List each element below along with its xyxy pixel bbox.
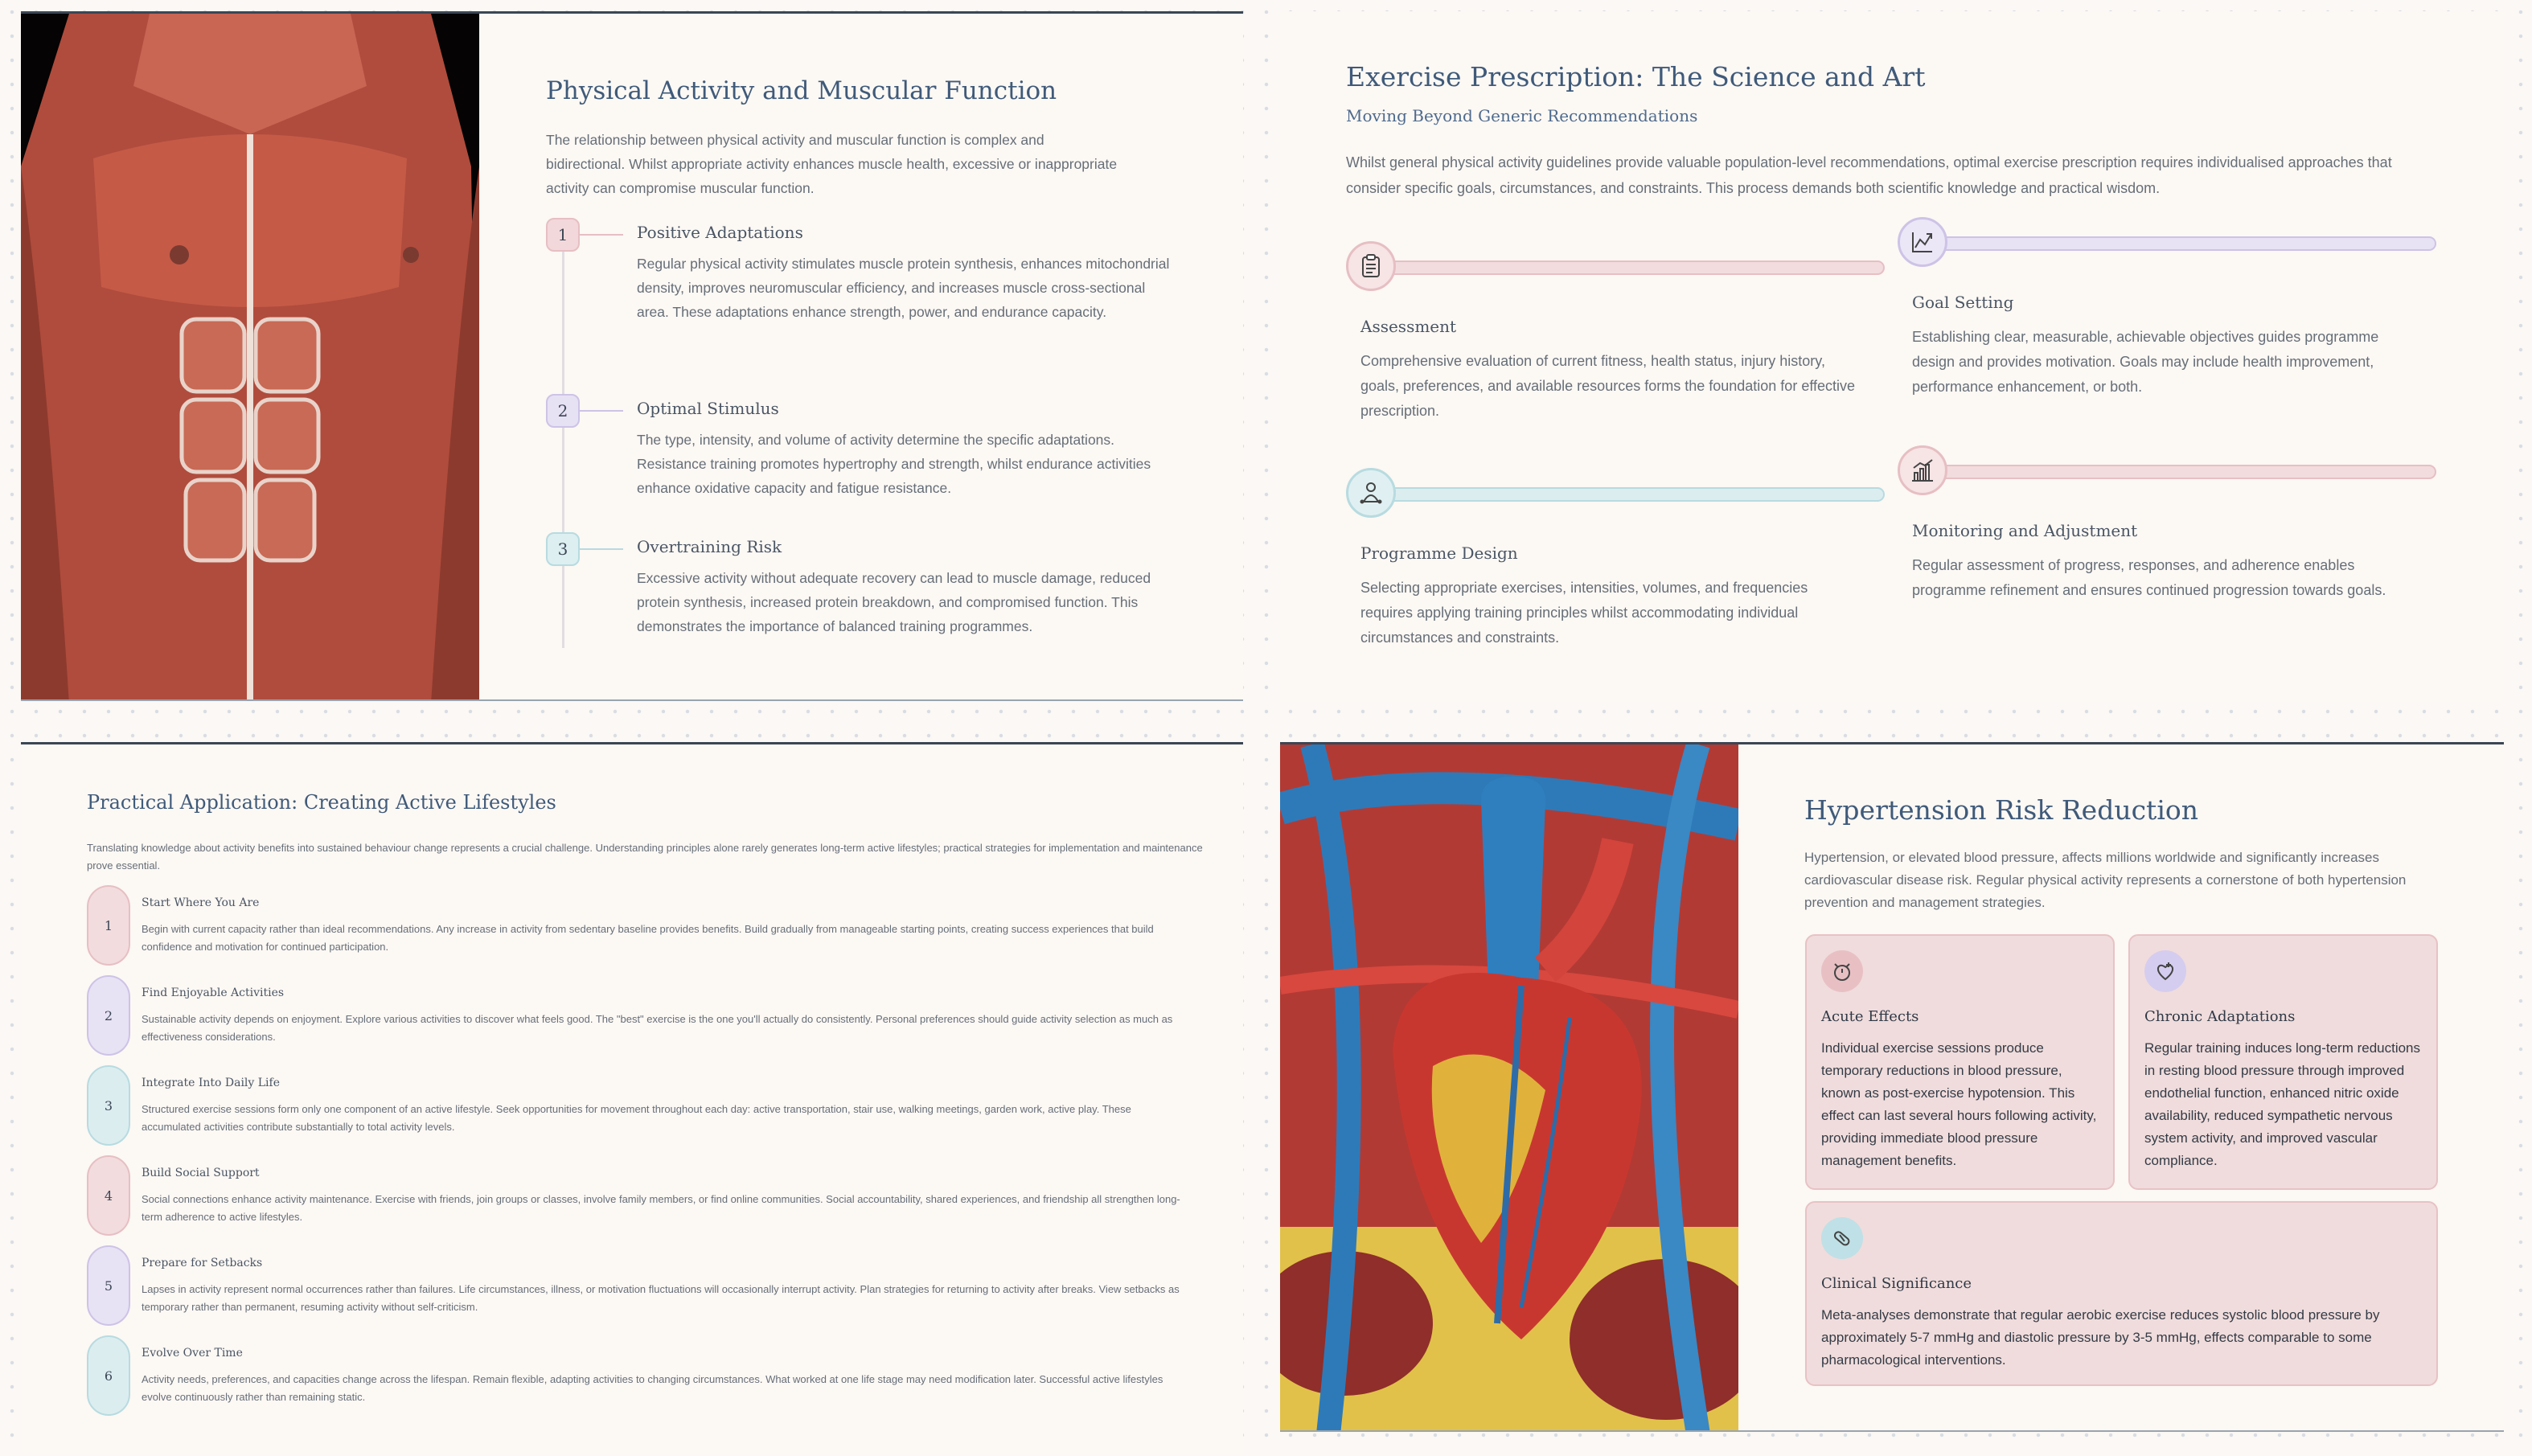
step-title: Programme Design xyxy=(1360,543,1518,563)
heart-anatomy-image xyxy=(1280,744,1738,1432)
item-text: The type, intensity, and volume of activity determine the specific adaptations. Resistance training promotes hypertrophy and strength, whilst endurance activities enhance oxidative capacity and fatigue resistance. xyxy=(637,432,1151,496)
step-goal-setting xyxy=(1898,217,2444,410)
progress-bar xyxy=(1386,487,1885,502)
item-text: Sustainable activity depends on enjoyment. Explore various activities to discover what feels good. The "best" exercise is the one you'll actually do consistently. Personal preferences should guide activity selection as much as effectiveness considerations. xyxy=(142,1013,1173,1043)
muscle-anatomy-image xyxy=(21,14,479,701)
timeline-item xyxy=(546,532,1197,638)
slide-intro: Hypertension, or elevated blood pressure, affects millions worldwide and significantly increases cardiovascular disease risk. Regular physical activity represents a cornerstone of both hypertension prevention and management strategies. xyxy=(1804,850,2407,910)
card-text: Individual exercise sessions produce temporary reductions in blood pressure, known as post-exercise hypotension. This effect can last several hours following activity, providing immediate blood pressure management benefits. xyxy=(1821,1040,2097,1168)
step-assessment xyxy=(1346,241,1893,434)
bar-chart-icon xyxy=(1898,445,1947,495)
slide-exercise-prescription xyxy=(1280,11,2504,701)
progress-bar xyxy=(1938,465,2436,479)
step-monitoring xyxy=(1898,445,2444,638)
connector xyxy=(580,410,623,412)
strategy-item xyxy=(87,975,1213,1056)
item-title: Integrate Into Daily Life xyxy=(142,1077,280,1089)
item-title: Build Social Support xyxy=(142,1167,260,1179)
step-number-pill: 3 xyxy=(87,1065,130,1146)
slide-intro: Translating knowledge about activity benefits into sustained behaviour change represents a crucial challenge. Understanding principles alone rarely generates long-term active lifestyles; practical strategies for implementation and maintenance prove essential. xyxy=(87,842,1203,872)
timeline-item xyxy=(546,394,1197,505)
timeline-item xyxy=(546,218,1197,367)
item-title: Overtraining Risk xyxy=(637,537,782,556)
step-title: Assessment xyxy=(1360,317,1457,336)
step-number-badge: 1 xyxy=(546,218,580,252)
slide-title: Hypertension Risk Reduction xyxy=(1804,794,2198,826)
clipboard-icon xyxy=(1346,241,1396,291)
slide-active-lifestyles xyxy=(21,742,1243,1454)
step-number-pill: 2 xyxy=(87,975,130,1056)
connector xyxy=(580,234,623,236)
strategy-item xyxy=(87,1335,1213,1416)
step-programme-design xyxy=(1346,468,1893,661)
stopwatch-icon xyxy=(1821,950,1863,992)
item-text: Regular physical activity stimulates muscle protein synthesis, enhances mitochondrial density, improves neuromuscular efficiency, and increases muscle cross-sectional area. These adaptations enhance strength, power, and endurance capacity. xyxy=(637,256,1170,320)
item-title: Start Where You Are xyxy=(142,896,260,909)
slide-title: Practical Application: Creating Active Lifestyles xyxy=(87,791,556,814)
step-number-badge: 2 xyxy=(546,394,580,428)
slide-subtitle: Moving Beyond Generic Recommendations xyxy=(1346,106,1698,125)
item-text: Social connections enhance activity maintenance. Exercise with friends, join groups or classes, involve family members, or find online communities. Social accountability, shared experiences, and friendship all strengthen long-term adherence to active lifestyles. xyxy=(142,1193,1180,1223)
item-text: Activity needs, preferences, and capacities change across the lifespan. Remain flexible, adapting activities to changing circumstances. What worked at one life stage may need modification later. Successful active lifestyles evolve continuously rather than remaining static. xyxy=(142,1373,1163,1403)
step-text: Selecting appropriate exercises, intensities, volumes, and frequencies requires applying training principles whilst accommodating individual circumstances and constraints. xyxy=(1360,580,1808,646)
step-number-pill: 1 xyxy=(87,885,130,966)
item-title: Evolve Over Time xyxy=(142,1347,243,1360)
card-acute-effects xyxy=(1805,934,2115,1190)
step-number-pill: 5 xyxy=(87,1245,130,1326)
strategy-item xyxy=(87,1065,1213,1146)
card-chronic-adaptations xyxy=(2128,934,2438,1190)
item-text: Excessive activity without adequate recovery can lead to muscle damage, reduced protein synthesis, increased protein breakdown, and compromised function. This demonstrates the importance of balanced training programmes. xyxy=(637,570,1151,634)
step-number-pill: 4 xyxy=(87,1155,130,1236)
item-title: Optimal Stimulus xyxy=(637,399,779,418)
card-title: Clinical Significance xyxy=(1821,1275,1972,1292)
slide-intro: Whilst general physical activity guidelines provide valuable population-level recommendations, optimal exercise prescription requires individualised approaches that consider specific goals, circumstances, and constraints. This process demands both scientific knowledge and practical wisdom. xyxy=(1346,154,2392,196)
step-text: Establishing clear, measurable, achievable objectives guides programme design and provides motivation. Goals may include health improvement, performance enhancement, or both. xyxy=(1912,329,2379,395)
item-title: Prepare for Setbacks xyxy=(142,1257,263,1269)
progress-bar xyxy=(1386,260,1885,275)
card-title: Acute Effects xyxy=(1821,1008,1919,1025)
slide-muscular-function xyxy=(21,11,1243,701)
timeline xyxy=(546,218,1197,638)
card-title: Chronic Adaptations xyxy=(2144,1008,2296,1025)
strategy-item xyxy=(87,1245,1213,1326)
step-number-badge: 3 xyxy=(546,532,580,566)
slide-intro: The relationship between physical activity and muscular function is complex and bidirectional. Whilst appropriate activity enhances muscle health, excessive or inappropriate activity can compromise muscular function. xyxy=(546,132,1118,196)
slide-title: Exercise Prescription: The Science and Art xyxy=(1346,61,1926,92)
person-network-icon xyxy=(1346,468,1396,518)
step-text: Comprehensive evaluation of current fitness, health status, injury history, goals, preferences, and available resources forms the foundation for effective prescription. xyxy=(1360,353,1856,419)
item-title: Positive Adaptations xyxy=(637,223,803,242)
item-text: Structured exercise sessions form only one component of an active lifestyle. Seek opportunities for movement throughout each day: active transportation, stair use, walking meetings, garden work, active play. These accumulated activities contribute substantially to total activity levels. xyxy=(142,1103,1131,1133)
slide-title: Physical Activity and Muscular Function xyxy=(546,76,1057,105)
card-clinical-significance xyxy=(1805,1201,2438,1386)
item-title: Find Enjoyable Activities xyxy=(142,986,285,999)
connector xyxy=(580,548,623,550)
card-text: Meta-analyses demonstrate that regular aerobic exercise reduces systolic blood pressure by approximately 5-7 mmHg and diastolic pressure by 3-5 mmHg, effects comparable to some pharmacological interventions. xyxy=(1821,1307,2380,1368)
item-text: Lapses in activity represent normal occurrences rather than failures. Life circumstances, illness, or motivation fluctuations will occasionally interrupt activity. Plan strategies for returning to activity after breaks. View setbacks as temporary rather than permanent, resuming activity without self-criticism. xyxy=(142,1283,1180,1313)
step-text: Regular assessment of progress, responses, and adherence enables programme refinement and ensures continued progression towards goals. xyxy=(1912,557,2386,598)
item-text: Begin with current capacity rather than ideal recommendations. Any increase in activity from sedentary baseline provides benefits. Build gradually from manageable starting points, creating success experiences that build confidence and motivation for continued participation. xyxy=(142,923,1154,953)
step-title: Goal Setting xyxy=(1912,293,2014,312)
strategy-item xyxy=(87,1155,1213,1236)
heart-pulse-icon xyxy=(2144,950,2186,992)
chart-arrow-icon xyxy=(1898,217,1947,267)
pill-icon xyxy=(1821,1217,1863,1259)
card-text: Regular training induces long-term reductions in resting blood pressure through improved endothelial function, enhanced nitric oxide availability, reduced sympathetic nervous system activity, and improved vascular compliance. xyxy=(2144,1040,2421,1168)
step-number-pill: 6 xyxy=(87,1335,130,1416)
slide-hypertension xyxy=(1280,742,2504,1432)
progress-bar xyxy=(1938,236,2436,251)
strategy-item xyxy=(87,885,1213,966)
step-title: Monitoring and Adjustment xyxy=(1912,521,2138,540)
